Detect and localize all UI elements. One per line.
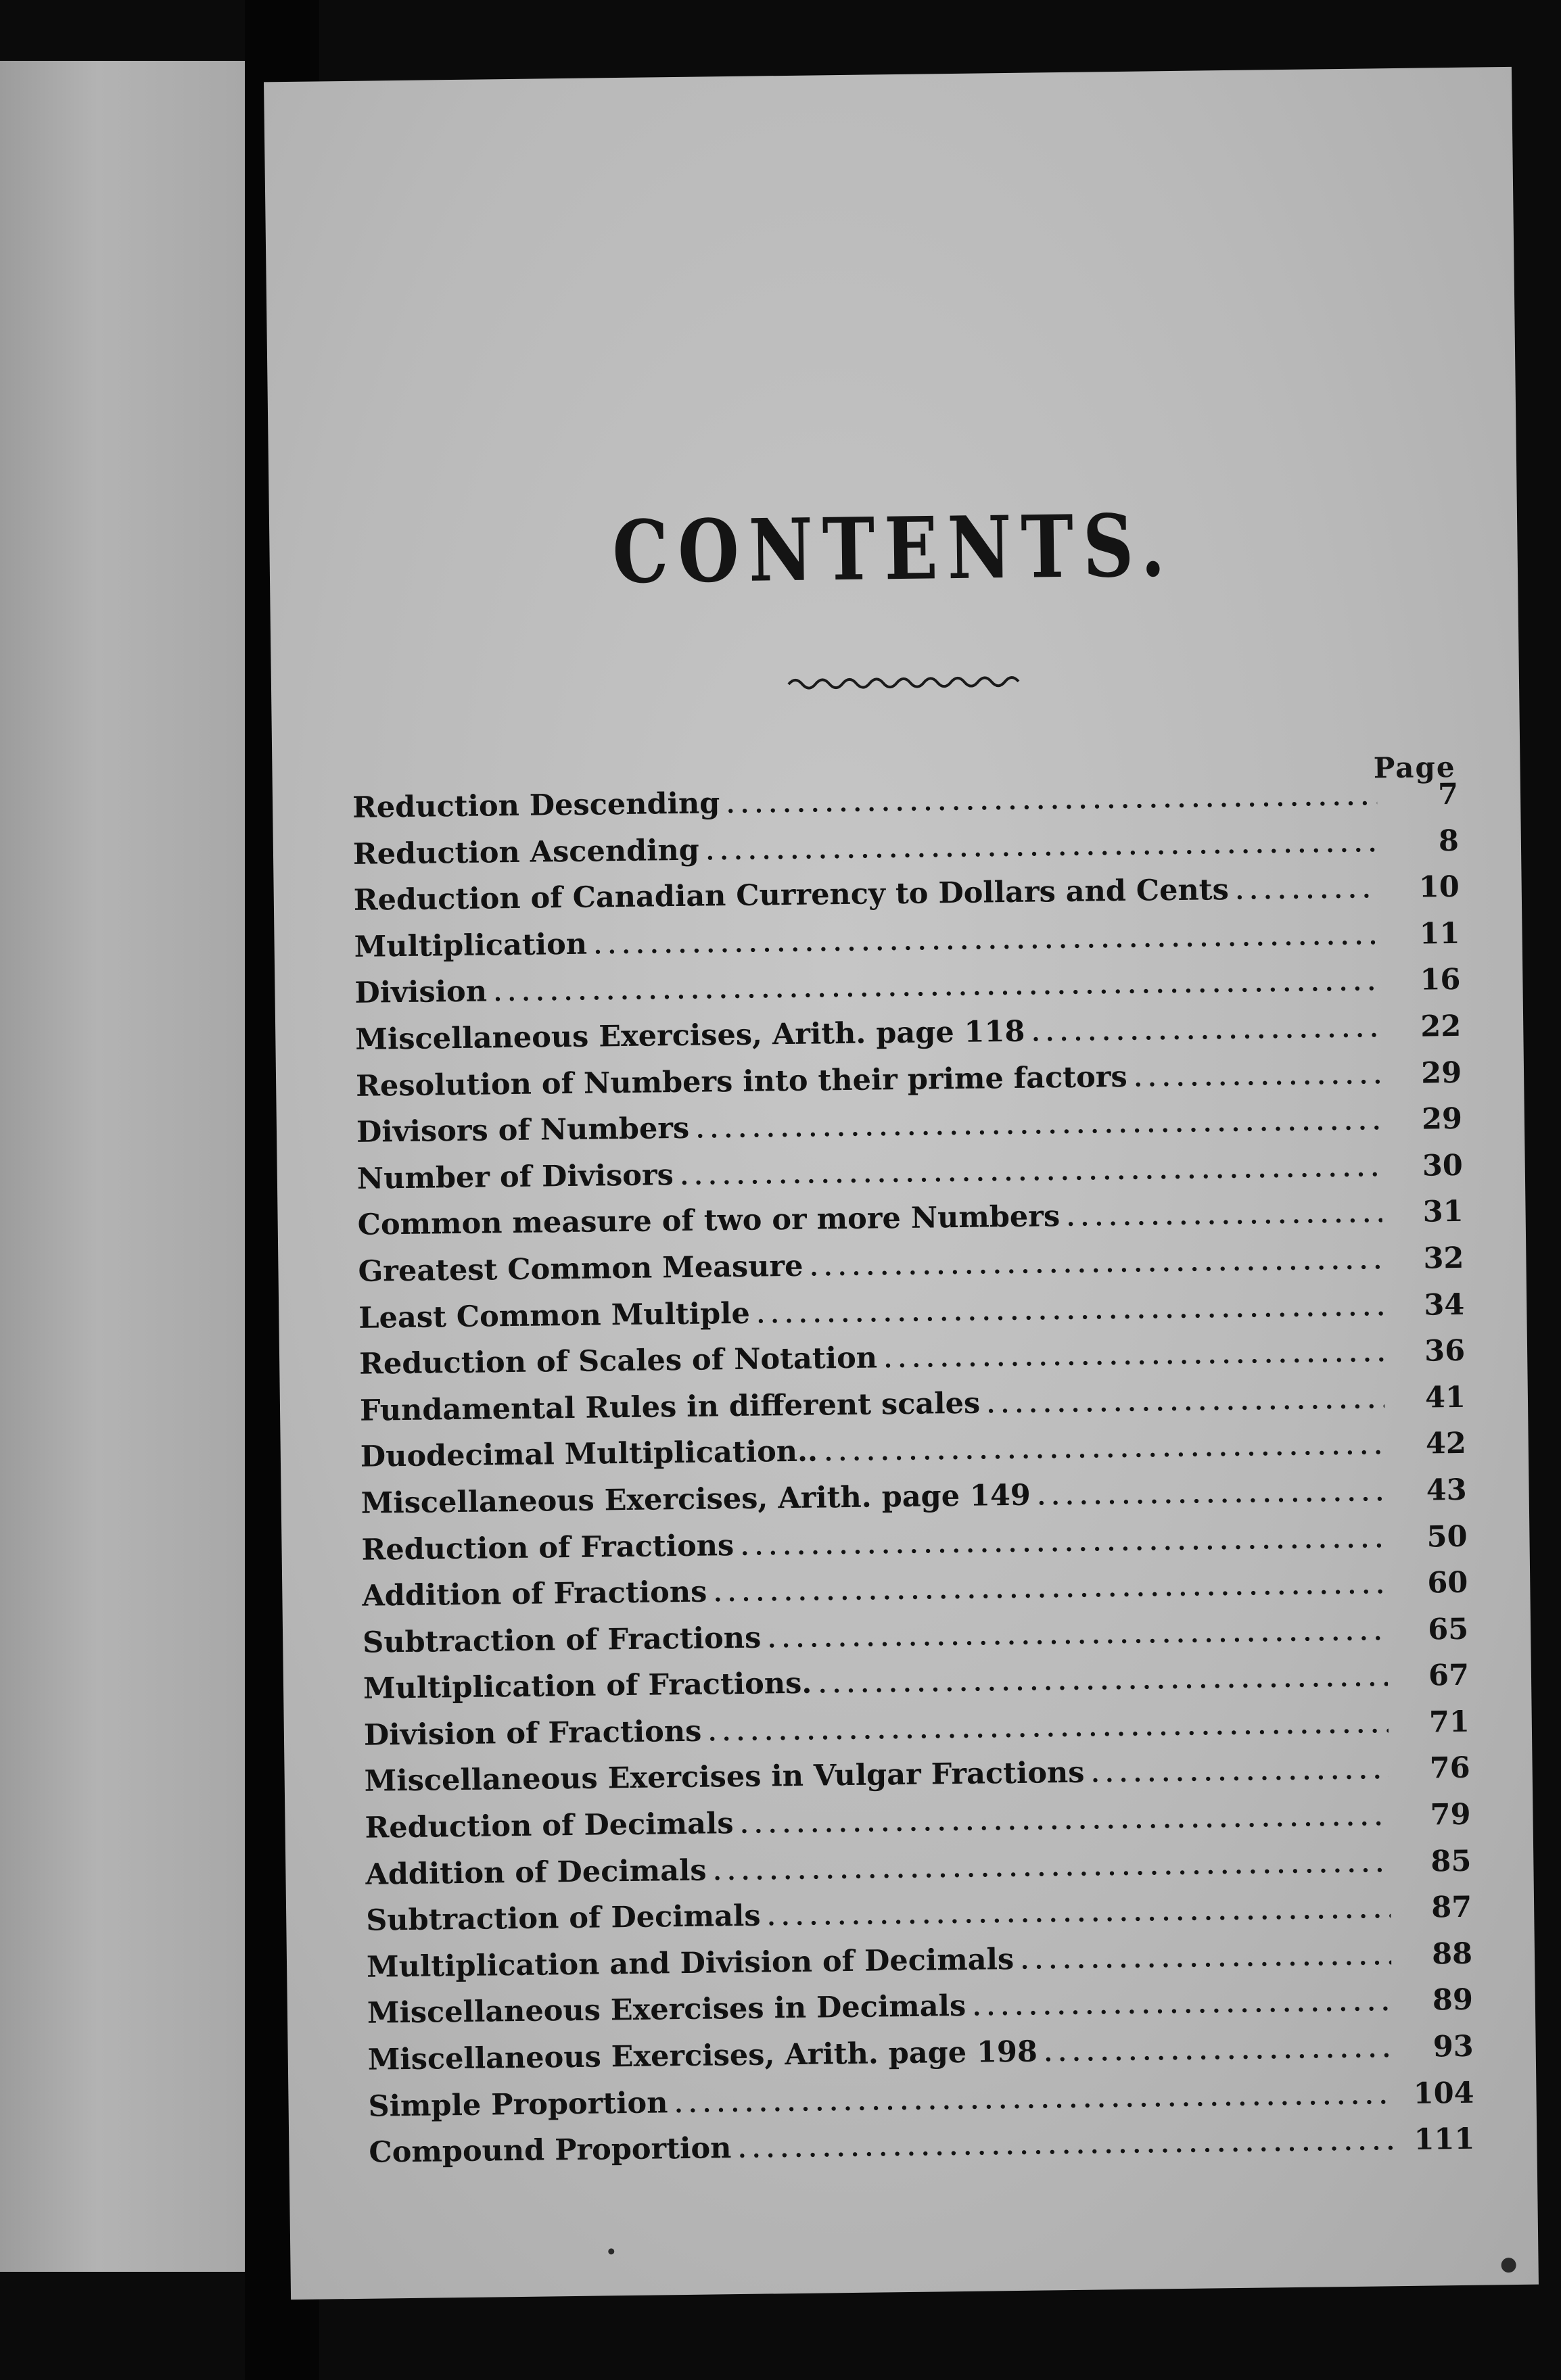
- toc-entry-page: 42: [1425, 1427, 1467, 1461]
- toc-entry-page: 67: [1428, 1659, 1470, 1693]
- toc-entry-title: Division of Fractions: [363, 1714, 702, 1753]
- toc-entry-page: 10: [1418, 870, 1460, 905]
- toc-entry-title: Multiplication and Division of Decimals: [366, 1942, 1015, 1984]
- toc-entry-title: Addition of Fractions: [362, 1575, 707, 1613]
- toc-entry-title: Fundamental Rules in different scales: [359, 1386, 981, 1428]
- toc-entry-page: 65: [1427, 1612, 1469, 1647]
- toc-entry-page: 104: [1413, 2076, 1474, 2111]
- toc-entry-title: Miscellaneous Exercises, Arith. page 198: [367, 2034, 1038, 2077]
- toc-entry-title: Resolution of Numbers into their prime factors: [355, 1060, 1127, 1103]
- dot-leader: [824, 1433, 1385, 1467]
- toc-entry-page: 76: [1429, 1751, 1470, 1786]
- toc-entry-page: 31: [1422, 1195, 1464, 1229]
- toc-entry-title: Duodecimal Multiplication..: [360, 1434, 818, 1475]
- toc-entry-title: Compound Proportion: [369, 2131, 732, 2170]
- toc-entry-title: Reduction of Fractions: [361, 1528, 735, 1567]
- toc-entry-title: Division: [354, 974, 488, 1011]
- dot-leader: [818, 1665, 1388, 1699]
- facing-page: [0, 61, 245, 2272]
- dot-leader: [1031, 1016, 1380, 1047]
- dot-leader: [594, 923, 1379, 959]
- toc-entry-page: 88: [1431, 1936, 1473, 1972]
- ink-spot: [1501, 2258, 1516, 2272]
- toc-entry-page: 85: [1430, 1844, 1472, 1879]
- dot-leader: [706, 830, 1378, 865]
- toc-entry-title: Miscellaneous Exercises in Decimals: [367, 1989, 966, 2031]
- toc-entry-page: 50: [1426, 1519, 1468, 1554]
- toc-entry-page: 41: [1424, 1380, 1466, 1415]
- toc-entry-title: Reduction of Decimals: [365, 1807, 734, 1845]
- toc-entry-page: 93: [1432, 2029, 1474, 2064]
- toc-entry-title: Reduction Ascending: [352, 833, 700, 872]
- dot-leader: [494, 970, 1380, 1007]
- toc-entry-page: 7: [1437, 777, 1459, 812]
- toc-entry-page: 79: [1430, 1797, 1471, 1832]
- dot-leader: [987, 1387, 1384, 1419]
- toc-entry-page: 11: [1419, 916, 1460, 951]
- toc-entry-page: 87: [1431, 1890, 1472, 1925]
- page-title: CONTENTS.: [611, 494, 1175, 603]
- toc-entry-title: Multiplication: [354, 927, 588, 964]
- toc-entry-page: 71: [1428, 1705, 1470, 1740]
- toc-entry-title: Subtraction of Decimals: [365, 1899, 761, 1938]
- toc-entry-title: Subtraction of Fractions: [362, 1621, 762, 1660]
- toc-entry-title: Miscellaneous Exercises in Vulgar Fractions: [364, 1756, 1085, 1799]
- ink-spot: [608, 2248, 614, 2254]
- dot-leader: [1236, 877, 1378, 906]
- toc-entry-title: Divisors of Numbers: [356, 1111, 690, 1149]
- toc-entry-page: 36: [1424, 1333, 1466, 1368]
- ornament-divider: [785, 668, 1029, 698]
- dot-leader: [1044, 2036, 1393, 2067]
- dot-leader: [1091, 1758, 1389, 1788]
- toc-entry-title: Number of Divisors: [356, 1158, 674, 1196]
- dot-leader: [741, 1526, 1387, 1561]
- dot-leader: [757, 1294, 1384, 1329]
- dot-leader: [768, 1619, 1387, 1653]
- toc-entry-page: 89: [1432, 1983, 1474, 2018]
- dot-leader: [726, 784, 1377, 819]
- dot-leader: [680, 1155, 1382, 1191]
- toc-entry-page: 30: [1422, 1148, 1464, 1183]
- dot-leader: [810, 1247, 1382, 1281]
- dot-leader: [1134, 1062, 1380, 1092]
- dot-leader: [1021, 1943, 1391, 1975]
- dot-leader: [1067, 1201, 1382, 1233]
- toc-entry-title: Multiplication of Fractions.: [363, 1666, 812, 1707]
- toc-entry-title: Miscellaneous Exercises, Arith. page 149: [360, 1478, 1031, 1521]
- dot-leader: [713, 1851, 1390, 1886]
- toc-entry-title: Reduction of Scales of Notation: [358, 1341, 878, 1381]
- toc-entry-title: Reduction of Canadian Currency to Dollars and Cents: [353, 873, 1230, 918]
- toc-entry-page: 22: [1420, 1009, 1462, 1044]
- dot-leader: [714, 1572, 1387, 1607]
- dot-leader: [696, 1108, 1381, 1143]
- toc-entry-page: 43: [1426, 1473, 1467, 1508]
- toc-entry-title: Reduction Descending: [352, 786, 720, 825]
- dot-leader: [884, 1340, 1384, 1373]
- dot-leader: [1038, 1479, 1386, 1510]
- toc-entry-page: 8: [1438, 824, 1460, 858]
- toc-entry-title: Miscellaneous Exercises, Arith. page 118: [355, 1014, 1025, 1057]
- dot-leader: [674, 2082, 1393, 2118]
- toc-entry-page: 34: [1424, 1287, 1465, 1323]
- toc-entry-title: Common measure of two or more Numbers: [357, 1199, 1061, 1243]
- contents-page: [264, 67, 1539, 2300]
- toc-entry-title: Greatest Common Measure: [358, 1249, 803, 1289]
- toc-entry-page: 111: [1414, 2122, 1475, 2158]
- page-column-header: Page: [1373, 750, 1456, 785]
- dot-leader: [740, 1804, 1389, 1839]
- toc-entry-title: Addition of Decimals: [365, 1853, 707, 1892]
- toc-entry-page: 60: [1427, 1565, 1468, 1600]
- toc-entry-page: 29: [1420, 1055, 1462, 1091]
- table-of-contents: [352, 778, 1475, 2183]
- toc-entry-title: Simple Proportion: [368, 2085, 668, 2124]
- dot-leader: [767, 1897, 1391, 1931]
- toc-entry-title: Least Common Multiple: [358, 1296, 751, 1335]
- dot-leader: [738, 2128, 1393, 2164]
- dot-leader: [708, 1711, 1389, 1746]
- dot-leader: [973, 1990, 1392, 2022]
- toc-entry-page: 32: [1423, 1241, 1464, 1276]
- toc-entry-page: 29: [1421, 1102, 1463, 1137]
- toc-entry-page: 16: [1420, 963, 1461, 997]
